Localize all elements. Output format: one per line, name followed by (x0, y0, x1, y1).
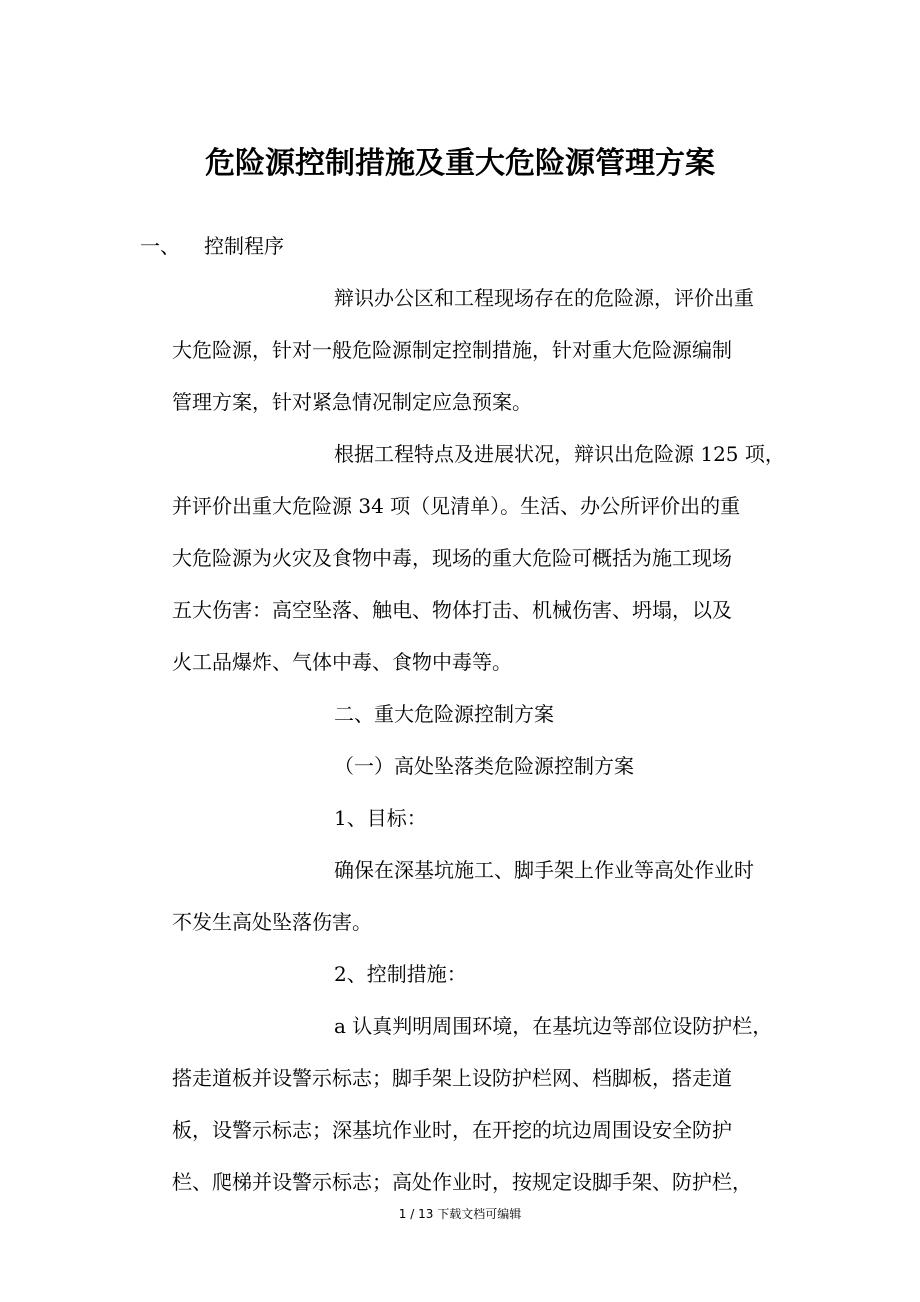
paragraph-line: 栏、爬梯并设警示标志；高处作业时，按规定设脚手架、防护栏， (172, 1170, 752, 1194)
body-text (172, 272, 792, 1208)
subsection-heading-line: （一）高处坠落类危险源控制方案 (334, 754, 634, 778)
paragraph-line: 搭走道板并设警示标志；脚手架上设防护栏网、档脚板，搭走道 (172, 1066, 732, 1090)
paragraph-line: 确保在深基坑施工、脚手架上作业等高处作业时 (334, 858, 754, 882)
paragraph-line: 根据工程特点及进展状况，辩识出危险源 125 项， (334, 442, 785, 466)
paragraph-line: 火工品爆炸、气体中毒、食物中毒等。 (172, 650, 512, 674)
section-number: 一、 (140, 234, 180, 258)
section-heading-control-procedure (140, 230, 284, 262)
paragraph-line: 不发生高处坠落伤害。 (172, 910, 372, 934)
paragraph-line: a 认真判明周围环境，在基坑边等部位设防护栏， (334, 1014, 773, 1038)
item-heading-line: 2、控制措施： (334, 962, 467, 986)
paragraph-line: 辩识办公区和工程现场存在的危险源，评价出重 (334, 286, 754, 310)
section-label: 控制程序 (204, 234, 284, 258)
page-footer: 1 / 13 下载文档可编辑 (398, 1207, 522, 1221)
paragraph-line: 大危险源，针对一般危险源制定控制措施，针对重大危险源编制 (172, 338, 732, 362)
paragraph-line: 大危险源为火灾及食物中毒，现场的重大危险可概括为施工现场 (172, 546, 732, 570)
paragraph-line: 并评价出重大危险源 34 项（见清单）。生活、办公所评价出的重 (172, 494, 741, 518)
section-heading-line: 二、重大危险源控制方案 (334, 702, 554, 726)
document-title: 危险源控制措施及重大危险源管理方案 (205, 146, 715, 181)
item-heading-line: 1、目标： (334, 806, 427, 830)
paragraph-line: 板，设警示标志；深基坑作业时，在开挖的坑边周围设安全防护 (172, 1118, 732, 1142)
paragraph-line: 五大伤害：高空坠落、触电、物体打击、机械伤害、坍塌，以及 (172, 598, 732, 622)
paragraph-line: 管理方案，针对紧急情况制定应急预案。 (172, 390, 532, 414)
